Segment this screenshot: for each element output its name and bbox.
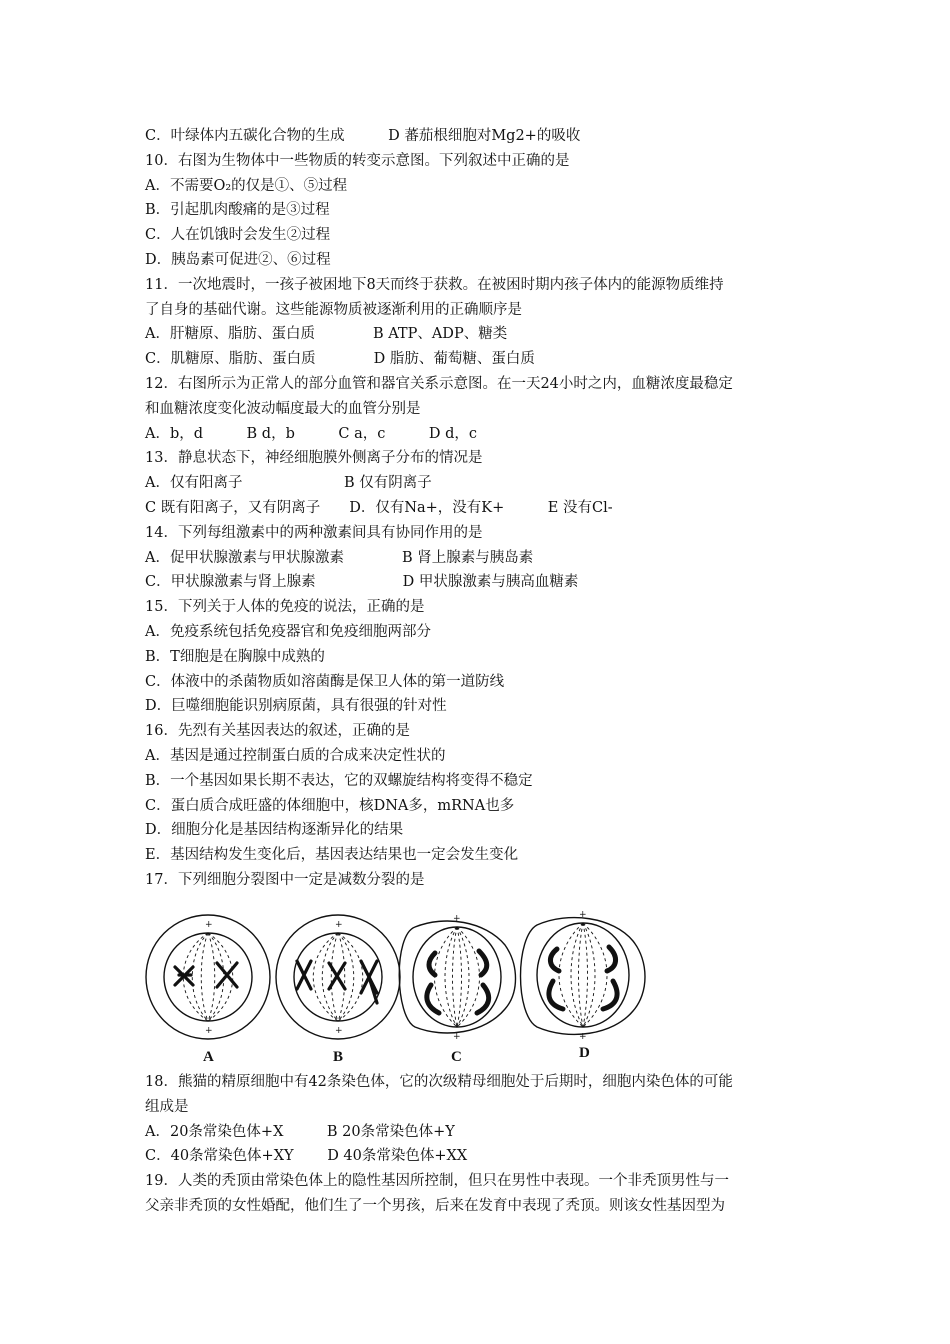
text-line: C．人在饥饿时会发生②过程 [145, 227, 331, 244]
svg-text:+: + [579, 910, 587, 920]
svg-text:+: + [579, 1032, 587, 1042]
text-line: C 既有阳离子，又有阴离子 D．仅有Na+，没有K+ E 没有Cl- [145, 499, 613, 516]
text-line: B．T细胞是在胸腺中成熟的 [145, 648, 325, 665]
text-line: 和血糖浓度变化波动幅度最大的血管分别是 [145, 400, 421, 417]
svg-text:+: + [205, 1026, 213, 1036]
figure-label-c: C [451, 1049, 462, 1065]
text-line: C．体液中的杀菌物质如溶菌酶是保卫人体的第一道防线 [145, 673, 505, 690]
question-text-top [145, 124, 825, 893]
text-line: C．肌糖原、脂肪、蛋白质 D 脂肪、葡萄糖、蛋白质 [145, 351, 535, 368]
question-10-stem: 10．右图为生物体中一些物质的转变示意图。下列叙述中正确的是 [145, 152, 570, 169]
figure-label-b: B [333, 1049, 344, 1065]
question-11-stem: 11．一次地震时，一孩子被困地下8天而终于获救。在被困时期内孩子体内的能源物质维持 [145, 276, 724, 293]
question-18-stem: 18．熊猫的精原细胞中有42条染色体，它的次级精母细胞处于后期时，细胞内染色体的可能 [145, 1074, 733, 1090]
text-line: D．细胞分化是基因结构逐渐异化的结果 [145, 822, 404, 839]
text-line: D．巨噬细胞能识别病原菌，具有很强的针对性 [145, 698, 447, 715]
text-line: C．叶绿体内五碳化合物的生成 D 蕃茄根细胞对Mg2+的吸收 [145, 128, 581, 144]
question-13-stem: 13．静息状态下，神经细胞膜外侧离子分布的情况是 [145, 450, 483, 467]
question-12-stem: 12．右图所示为正常人的部分血管和器官关系示意图。在一天24小时之内，血糖浓度最稳定 [145, 375, 733, 392]
text-line: A．促甲状腺激素与甲状腺激素 B 肾上腺素与胰岛素 [145, 549, 534, 566]
text-line: A．b，d B d，b C a，c D d，c [145, 425, 477, 442]
text-line: D．胰岛素可促进②、⑥过程 [145, 251, 331, 268]
text-line: A．仅有阳离子 B 仅有阴离子 [145, 475, 432, 492]
cell-d-diagram [521, 910, 646, 1042]
figure-label-d: D [579, 1045, 590, 1061]
svg-text:+: + [205, 920, 213, 930]
cell-division-figure [145, 905, 657, 1069]
text-line: A．肝糖原、脂肪、蛋白质 B ATP、ADP、糖类 [145, 326, 508, 343]
text-line: E．基因结构发生变化后，基因表达结果也一定会发生变化 [145, 847, 519, 864]
question-text-bottom [145, 1070, 825, 1219]
cell-b-diagram [276, 915, 400, 1039]
question-14-stem: 14．下列每组激素中的两种激素间具有协同作用的是 [145, 524, 483, 541]
text-line: A．20条常染色体+X B 20条常染色体+Y [145, 1123, 455, 1140]
text-line: 了自身的基础代谢。这些能源物质被逐渐利用的正确顺序是 [145, 301, 522, 318]
svg-text:+: + [335, 920, 343, 930]
text-line: C．40条常染色体+XY D 40条常染色体+XX [145, 1148, 468, 1165]
figure-label-a: A [203, 1049, 214, 1065]
text-line: A．不需要O₂的仅是①、⑤过程 [145, 177, 348, 194]
question-15-stem: 15．下列关于人体的免疫的说法，正确的是 [145, 599, 425, 616]
cell-a-diagram [146, 915, 270, 1039]
svg-text:+: + [335, 1026, 343, 1036]
cell-c-diagram [399, 914, 515, 1042]
text-line: 组成是 [145, 1098, 189, 1115]
text-line: A．基因是通过控制蛋白质的合成来决定性状的 [145, 747, 446, 764]
text-line: C．甲状腺激素与肾上腺素 D 甲状腺激素与胰高血糖素 [145, 574, 579, 591]
question-19-stem: 19．人类的秃顶由常染色体上的隐性基因所控制，但只在男性中表现。一个非秃顶男性与一 [145, 1173, 729, 1190]
text-line: 父亲非秃顶的女性婚配，他们生了一个男孩，后来在发育中表现了秃顶。则该女性基因型为 [145, 1197, 725, 1214]
question-17-stem: 17．下列细胞分裂图中一定是减数分裂的是 [145, 871, 425, 888]
text-line: B．引起肌肉酸痛的是③过程 [145, 202, 330, 219]
svg-text:+: + [453, 1032, 461, 1042]
question-16-stem: 16．先烈有关基因表达的叙述，正确的是 [145, 723, 410, 740]
text-line: C．蛋白质合成旺盛的体细胞中，核DNA多，mRNA也多 [145, 797, 515, 814]
text-line: A．免疫系统包括免疫器官和免疫细胞两部分 [145, 623, 431, 640]
svg-text:+: + [453, 914, 461, 924]
text-line: B．一个基因如果长期不表达，它的双螺旋结构将变得不稳定 [145, 772, 533, 789]
